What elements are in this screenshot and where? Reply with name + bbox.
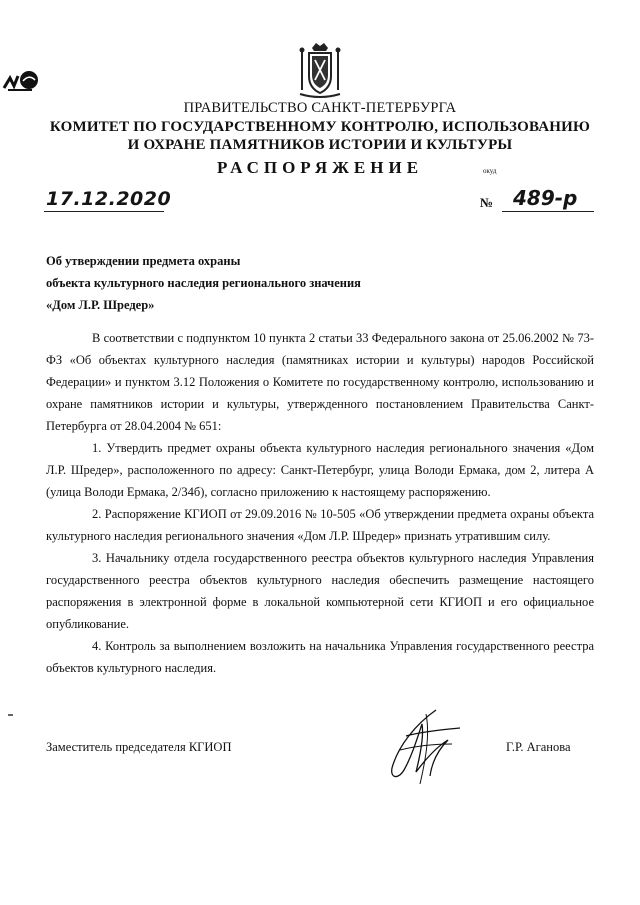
government-name: ПРАВИТЕЛЬСТВО САНКТ-ПЕТЕРБУРГА (183, 100, 457, 116)
document-number: 489-р (513, 186, 578, 210)
number-underline (502, 211, 594, 212)
subject-line-1: Об утверждении предмета охраны (46, 254, 241, 268)
signatory-position: Заместитель председателя КГИОП (46, 740, 232, 754)
committee-line-2: И ОХРАНЕ ПАМЯТНИКОВ ИСТОРИИ И КУЛЬТУРЫ (127, 137, 513, 153)
document-body (46, 327, 594, 679)
signatory-name: Г.Р. Аганова (506, 740, 571, 754)
document-type-title: РАСПОРЯЖЕНИЕ (216, 158, 424, 177)
committee-line-1: КОМИТЕТ ПО ГОСУДАРСТВЕННОМУ КОНТРОЛЮ, ИСПОЛЬЗОВАНИЮ (49, 119, 591, 135)
document-subject (46, 250, 446, 316)
date-underline (44, 211, 164, 212)
document-date: 17.12.2020 (46, 188, 172, 210)
stamp-mark-icon (2, 66, 42, 94)
number-sign: № (480, 195, 494, 210)
okud-label: окуд (483, 167, 497, 175)
item-2-paragraph: 2. Распоряжение КГИОП от 29.09.2016 № 10-505 «Об утверждении предмета охраны объекта культурного наследия регионального значения «Дом Л.Р. Шредер» признать утратившим силу. (46, 507, 594, 543)
item-3-paragraph: 3. Начальнику отдела государственного реестра объектов культурного наследия Управления государственного реестра объектов культурного наследия обеспечить размещение настоящего распоряжения в электронной форме в локальной компьютерной сети КГИОП и его официальное опубликование. (46, 551, 594, 631)
committee-name (0, 118, 640, 154)
item-1-paragraph: 1. Утвердить предмет охраны объекта культурного наследия регионального значения «Дом Л.Р. Шредер», расположенного по адресу: Санкт-Петербург, улица Володи Ермака, дом 2, литера А (улица Володи Ермака, 2/34б), согласно приложению к настоящему распоряжению. (46, 441, 594, 499)
handwritten-signature-icon (376, 706, 472, 786)
subject-line-3: «Дом Л.Р. Шредер» (46, 298, 155, 312)
preamble-paragraph: В соответствии с подпунктом 10 пункта 2 статьи 33 Федерального закона от 25.06.2002 № 73-ФЗ «Об объектах культурного наследия (памятниках истории и культуры) народов Российской Федерации» и пунктом 3.12 Положения о Комитете по государственному контролю, использованию и охране памятников истории и культуры, утвержденного постановлением Правительства Санкт-Петербурга от 28.04.2004 № 651: (46, 331, 594, 433)
coat-of-arms-icon (296, 40, 344, 98)
scan-speck (8, 714, 13, 716)
subject-line-2: объекта культурного наследия регионального значения (46, 276, 361, 290)
item-4-paragraph: 4. Контроль за выполнением возложить на начальника Управления государственного реестра объектов культурного наследия. (46, 639, 594, 675)
